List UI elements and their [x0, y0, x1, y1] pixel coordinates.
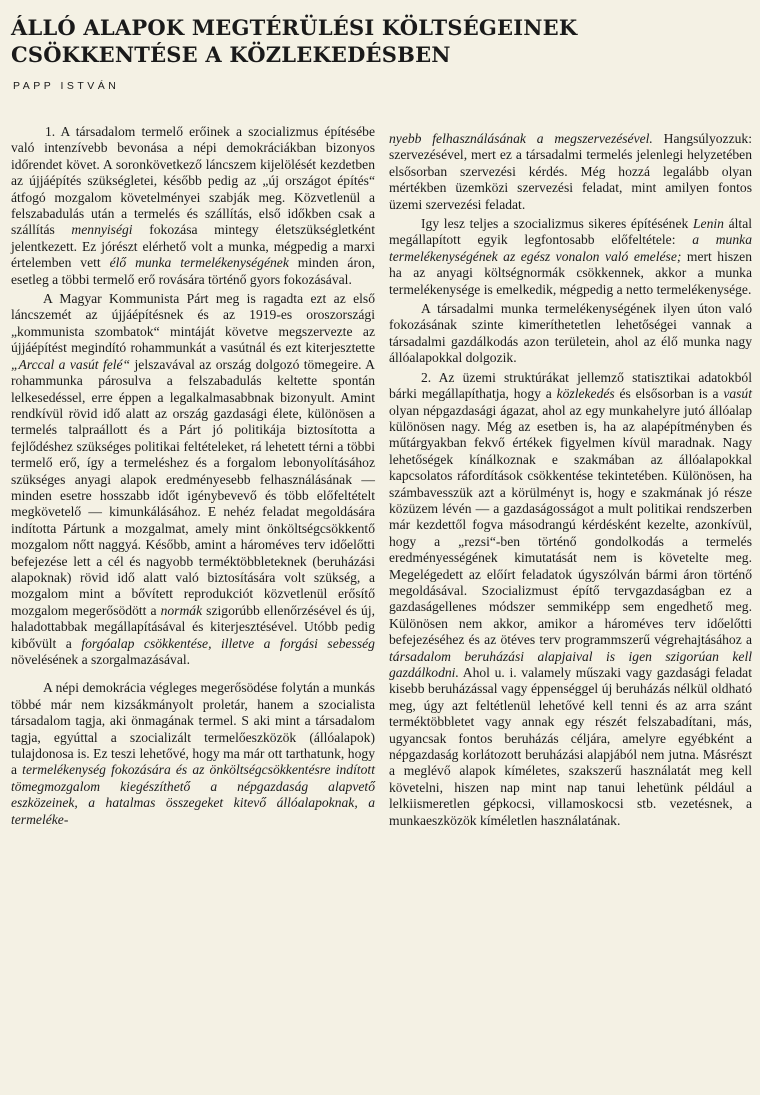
text-run: által megállapított egyik legfontosabb előfeltétele: [389, 216, 753, 248]
paragraph [11, 680, 375, 828]
text-run: jelszavával az ország dolgozó tömegeire. A rohammunka párosulva a felszabadulás keltette spontán lelkesedéssel, erre éppen a legalkalmasabbnak bizonyult. Amint rendkívül rövid idő alatt az ország gazdasági élete, különösen a termelés talpraállott és a Párt jó politikája biztosította a fejlődéshez szükséges politikai feltételeket, rá lehetett térni a többi termelő erő, így a termeléshez és a forgalom lebonyolításához szükséges anyagi alapok eredményesebb felhasználásának — minden esetre hosszabb időt igénybevevő és több előfeltételt megkövetelő — kimunkálásához. E nehéz feladat megoldására indította Pártunk a mozgalmat, amely mint önköltségcsökkentő mozgalom nőtt naggyá. Később, amint a hároméves terv időelőtti befejezése lett a cél és nagyobb terméktöbbleteknek (beruházási alapoknak) rövid idő alatt való biztosítására volt szükség, a mozgalom mint a bővített reprodukciót közvetlenül erősítő mozgalom megerősödött a [11, 356, 375, 618]
paragraph [389, 131, 752, 213]
text-run: A társadalmi munka termelékenységének ilyen úton való fokozásának szinte kimeríthetetlen lehetőségei vannak a társadalmi gazdálkodás azon területein, ahol az élő munka nagy állóalapokkal dolgozik. [389, 301, 752, 366]
text-run: olyan népgazdasági ágazat, ahol az egy munkahelyre jutó állóalap különösen nagy. Még az esetben is, ha az alapépítményben és műtárgyakban fekvő értékek figyelmen kívül maradnak. Nagy lehetőségek kínálkoznak e szakmában az állóalapokkal kapcsolatos ráfordítások csökkentése tekintetében. Különösen, ha számbavesszük azt a körülményt is, hogy e szakmának jó része közüzem lévén — a gazdaságosságot a mult politikai rendszerben már kezdettől fogva másodrangú kérdésként kezelte, azonkívül, hogy a „rezsi“-ben történő gondolkodás a termelés eredményességének kimutatását nem is követelte meg. Megelégedett az előírt feladatok úgyszólván bármi áron történő megoldásával. Szocializmust építő tervgazdaságban ez a gazdaságellenes módszer semmiképp sem engedhető meg. Különösen nem akkor, amikor a hároméves terv időelőtti befejezéséhez és az ötéves terv programmszerű végrehajtásához a [389, 402, 752, 648]
text-run: és elsősorban is a [614, 386, 724, 402]
text-run: növelésének a szorgalmazásával. [11, 652, 191, 667]
text-run: 1. A társadalom termelő erőinek a szocializmus építésébe való intenzívebb bevonása a népi demokráciákban bizonyos időrendet követ. A soronkövetkező láncszem kijelölését kezdetben az újjáépítés szükségletei, később pedig az „új országot építés“ átfogó mozgalom követelményei szabják meg. Közvetlenül a felszabadulás után a termelés és szállítás, első időkben csak a szállítás [11, 124, 375, 238]
text-run: Igy lesz teljes a szocializmus sikeres építésének [421, 216, 693, 232]
emphasized-text: mennyiségi [71, 222, 133, 238]
text-run: A népi demokrácia végleges megerősödése folytán a munkás többé már nem kizsákmányolt proletár, hanem a szocialista társadalom tagja, aki önmagának termel. S aki mint a társadalom tagja, egyúttal a szocializált termelőeszközök (állóalapok) tulajdonosa is. Ez teszi lehetővé, hogy ma már ott tarthatunk, hogy a [11, 680, 375, 778]
emphasized-text: a munka termelékenységének az egész vonalon való emelése; [389, 232, 752, 264]
text-run: 2. Az üzemi struktúrákat jellemző statisztikai adatokból bárki megállapíthatja, hogy a [389, 369, 752, 402]
left-column [11, 124, 375, 828]
text-run: A Magyar Kommunista Párt meg is ragadta ezt az első láncszemét az újjáépítésnek és az 1919-es oroszországi „kommunista szombatok“ mintáját követve megszervezte az újjáépítést megindító rohammunkát a vasútnál és ezt kiterjesztette [11, 291, 375, 356]
text-run: szigorúbb ellenőrzésével és új, haladottabbak megállapításával és kiterjesztésével. Utóbb pedig kibővült a [11, 602, 375, 651]
emphasized-text: Lenin [692, 216, 724, 232]
article-title: ÁLLÓ ALAPOK MEGTÉRÜLÉSI KÖLTSÉGEINEK CSÖKKENTÉSE A KÖZLEKEDÉSBEN [11, 15, 578, 67]
emphasized-text: forgóalap csökkentése, illetve a forgási sebesség [81, 635, 375, 651]
right-column [389, 131, 752, 829]
text-run: Hangsúlyozzuk: szervezésével, mert ez a társadalmi termelés jelenlegi helyzetében elsősorban szervezési kérdés. Még hozzá legalább olyan mértékben üzemközi szervezési feladat, mint amilyen fontos üzemi szervezési feladat. [389, 131, 752, 212]
paragraph [11, 291, 375, 668]
emphasized-text: vasút [723, 386, 753, 402]
emphasized-text: társadalom beruházási alapjaival is igen szigorúan kell gazdálkodni. [389, 648, 752, 680]
article-author: PAPP ISTVÁN [13, 80, 120, 92]
text-run: fokozása mintegy életszükségletként jelentkezett. Ez jórészt elérhető volt a munka, mégpedig a marxi értelemben vett [11, 222, 375, 271]
text-run: minden áron, esetleg a többi termelő erő rovására történő gyors fokozásával. [11, 255, 375, 287]
emphasized-text: termelékenység fokozására és az önköltségcsökkentésre indított tömegmozgalom kiegészíthető a népgazdaság alapvető eszközeinek, a hatalmas összegeket kitevő állóalapoknak, a termeléke- [11, 762, 375, 827]
paragraph [11, 124, 375, 288]
text-run: Ahol u. i. valamely műszaki vagy gazdasági feladat kisebb beruházással vagy éppenséggel új beruházás nélkül oldható meg, úgy azt feltétlenül lehetővé kell tenni és az arra szánt terméktöbbletet vagy annak egy részét felszabadítani, más, ugyancsak fontos beruházás céljára, amelyre egyébként a népgazdaság korlátozott beruházási alapjából nem jutna. Másrészt a meglévő alapok kíméletes, szakszerű használatát meg kell követelni, hiszen nap mint nap tanui lehetünk például a lelkiismeretlen gépkocsi, villamoskocsi stb. vezetésnek, a munkaeszközök kíméletlen használatának. [389, 665, 752, 828]
emphasized-text: normák [160, 602, 203, 618]
emphasized-text: élő munka termelékenységének [109, 255, 289, 271]
paragraph [389, 370, 752, 829]
paragraph [389, 301, 752, 367]
text-run: mert hiszen ha az anyagi költségnormák csökkennek, akkor a munka termelékenysége is emelkedik, mégpedig a netto termelékenysége. [389, 248, 753, 297]
paragraph [389, 216, 752, 298]
emphasized-text: nyebb felhasználásának a megszervezésével. [389, 131, 653, 146]
emphasized-text: „Arccal a vasút felé“ [11, 356, 131, 372]
emphasized-text: közlekedés [556, 386, 615, 402]
